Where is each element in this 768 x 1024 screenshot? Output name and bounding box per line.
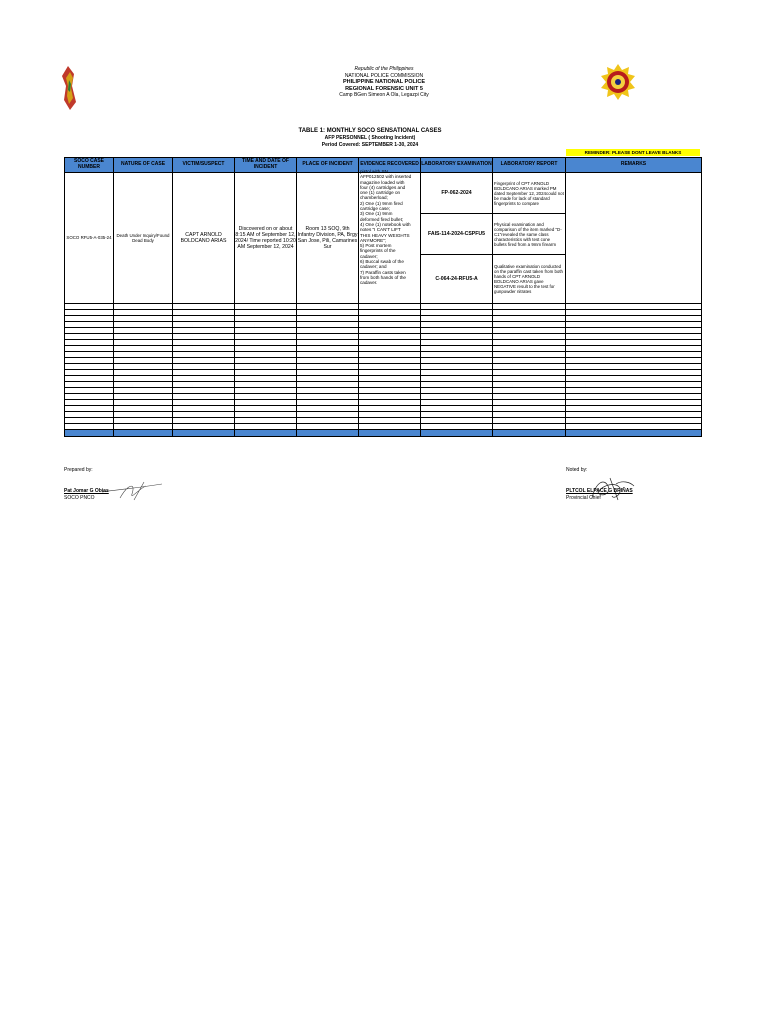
commission-line: NATIONAL POLICE COMMISSION [344,72,424,79]
prepared-signature [100,478,164,502]
table-row [65,173,702,214]
header-evidence: EVIDENCE RECOVERED [359,158,421,173]
evidence-line: 3) One (1) 9mm [360,211,393,217]
evidence-line: pistol with SN [360,169,388,174]
evidence-line: 6) Buccal swab of the [360,259,404,265]
unit-line: REGIONAL FORENSIC UNIT 5 [345,85,423,92]
noted-by-title: Provincial Chief [566,495,601,501]
evidence-line: cadaver. [360,280,378,286]
evidence-cell [359,169,421,304]
header-nature: NATURE OF CASE [114,158,173,173]
evidence-list [360,169,419,300]
evidence-line: one (1) cartridge on [360,190,401,196]
evidence-line: AFP012502 with inserted [360,174,412,180]
header-remarks: REMARKS [566,158,702,173]
evidence-line: 4) One (1) notebook with [360,221,411,227]
evidence-line: 7) Paraffin casts taken [360,269,406,275]
lab-report-cell: Physical examination and comparison of the item marked "D-C1"revealed the same class characteristics with test cone bullets fired from a 9mm firearm [493,214,566,255]
nature-cell: Death Under Inquiry/Found Dead Body [114,173,173,304]
letterhead [234,66,534,99]
evidence-line: 5) Post mortem [360,243,392,249]
evidence-line: cadaver; [360,253,378,259]
lab-exam-cell: C-064-24-RFU5-A [421,255,493,304]
period-covered: Period Covered: SEPTEMBER 1-30, 2024 [321,142,419,149]
evidence-line: ANYMORE"; [360,237,387,243]
pnp-emblem-icon [62,66,78,110]
pnp-line: PHILIPPINE NATIONAL POLICE [343,79,425,86]
prepared-by-label: Prepared by: [64,467,93,473]
evidence-line: notes "I CAN'T LIFT [360,227,401,233]
lab-report-cell: Fingerprint of CPT ARNOLD BOLDCANO ARIAS marked PM dated September 12, 2024could not be made for lack of standard fingerprints to compare [493,173,566,214]
forensic-seal-icon [600,64,636,100]
header-case-number: SOCO CASE NUMBER [65,158,114,173]
header-victim: VICTIM/SUSPECT [173,158,235,173]
place-cell: Room 13 SOQ, 9th Infantry Division, PA, Brgy San Jose, Pili, Camarines Sur [297,173,359,304]
noted-by-label: Noted by: [566,467,588,473]
header-lab-exam: LABORATORY EXAMINATION [421,158,493,173]
empty-rows [65,304,702,430]
evidence-line: magazine loaded with [360,179,405,185]
header-place: PLACE OF INCIDENT [297,158,359,173]
prepared-by-name: Pat Jomar G Obias [64,488,109,494]
header-lab-report: LABORATORY REPORT [493,158,566,173]
soco-cases-table [64,157,702,437]
table-title [220,128,520,150]
evidence-line: chamberload; [360,195,388,201]
noted-by-name: PLTCOL ELPACE G BRIÑAS [566,488,633,494]
remarks-cell [566,173,702,304]
table-title-sub: AFP PERSONNEL ( Shooting Incident) [324,135,416,142]
victim-cell: CAPT ARNOLD BOLDCANO ARIAS [173,173,235,304]
header-time-date: TIME AND DATE OF INCIDENT [235,158,297,173]
prepared-by-title: SOCO PNCO [64,495,95,501]
evidence-line: fingerprints of the [360,248,396,254]
evidence-line: four (4) cartridges and [360,184,406,190]
case-number-cell: SOCO RFU5-A-035-24 [65,173,114,304]
table-footer-band [65,430,702,437]
address-line: Camp BGen Simeon A Ola, Legazpi City [339,92,429,99]
lab-exam-cell: FP-062-2024 [421,173,493,214]
evidence-line: deformed fired bullet; [360,216,404,222]
table-title-main: TABLE 1: MONTHLY SOCO SENSATIONAL CASES [298,128,442,134]
evidence-line: 2) One (1) 9mm fired [360,200,403,206]
time-date-cell: Discovered on or about 8:15 AM of September 12, 2024/ Time reported 10:20 AM September 12, 2024 [235,173,297,304]
reminder-banner: REMINDER: PLEASE DONT LEAVE BLANKS [566,149,700,156]
evidence-line: from both hands of the [360,274,406,280]
lab-report-cell: Qualitative examination conducted on the paraffin cast taken from both hands of CPT ARNOLD BOLDCANO ARIAS gave NEGATIVE result to the test for gunpowder nitrates [493,255,566,304]
lab-exam-cell: FAIS-114-2024-CSPFU5 [421,214,493,255]
republic-line: Republic of the Philippines [354,66,414,72]
evidence-line: cartridge case; [360,206,391,212]
evidence-line: cadaver; and [360,264,387,270]
evidence-line: THIS HEAVY WEIGHTS [360,232,410,238]
